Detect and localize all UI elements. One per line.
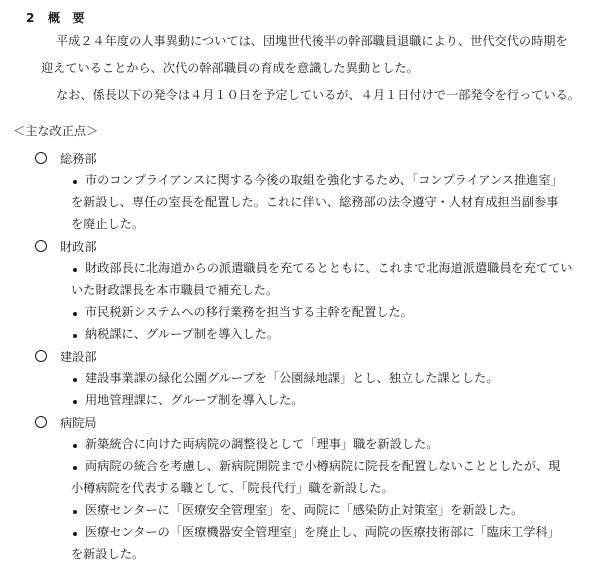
item-line: 新築統合に向けた両病院の調整役として「理事」職を新設した。	[85, 437, 439, 451]
points-heading: ＜主な改正点＞	[13, 124, 99, 138]
item-line: 市民税新システムへの移行業務を担当する主幹を配置した。	[85, 305, 413, 319]
section-title: 概 要	[48, 11, 85, 25]
item-line: を廃止した。	[71, 217, 145, 231]
item-line: 医療センターの「医療機器安全管理室」を廃止し、両院の医療技術部に「臨床工学科」	[85, 525, 560, 539]
circle-bullet-icon	[35, 350, 47, 362]
item-line: 納税課に、グループ制を導入した。	[85, 327, 280, 341]
department-heading-byouin	[35, 416, 97, 429]
department-name: 病院局	[60, 416, 97, 430]
item-line: を新設し、専任の室長を配置した。これに伴い、総務部の法令遵守・人材育成担当副参事	[71, 195, 559, 209]
bullet-dot-icon	[73, 312, 77, 316]
bullet-dot-icon	[73, 180, 77, 184]
item-line: 小樽病院を代表する職として、「院長代行」職を新設した。	[71, 481, 394, 495]
department-heading-zaisei	[35, 240, 97, 253]
bullet-dot-icon	[73, 334, 77, 338]
item-line: 財政部長に北海道からの派遣職員を充てるとともに、これまで北海道派遣職員を充ててい	[85, 261, 573, 275]
department-name: 財政部	[60, 240, 97, 254]
circle-bullet-icon	[35, 416, 47, 428]
section-number: 2	[26, 11, 35, 25]
department-name: 総務部	[60, 152, 97, 166]
department-name: 建設部	[60, 350, 97, 364]
bullet-dot-icon	[73, 444, 77, 448]
section-heading	[26, 12, 85, 24]
bullet-dot-icon	[73, 466, 77, 470]
department-heading-kensetsu	[35, 350, 97, 363]
item-line: いた財政課長を本市職員で補充した。	[71, 283, 279, 297]
item-line: 建設事業課の緑化公園グループを「公園緑地課」とし、独立した課とした。	[85, 371, 499, 385]
item-line: 用地管理課に、グループ制を導入した。	[85, 393, 304, 407]
bullet-dot-icon	[73, 268, 77, 272]
item-line: 両病院の統合を考慮し、新病院開院まで小樽病院に院長を配置しないこととしたが、現	[85, 459, 561, 473]
paragraph-2: なお、係長以下の発令は４月１０日を予定しているが、４月１日付けで一部発令を行っている。	[56, 88, 581, 102]
item-line: を新設した。	[71, 547, 145, 561]
bullet-dot-icon	[73, 510, 77, 514]
bullet-dot-icon	[73, 532, 77, 536]
bullet-dot-icon	[73, 378, 77, 382]
circle-bullet-icon	[35, 152, 47, 164]
paragraph-1-line-2: 迎えていることから、次代の幹部職員の育成を意識した異動とした。	[41, 61, 419, 75]
item-line: 医療センターに「医療安全管理室」を、両院に「感染防止対策室」を新設した。	[85, 503, 524, 517]
paragraph-1-line-1: 平成２４年度の人事異動については、団塊世代後半の幹部職員退職により、世代交代の時期を	[56, 34, 568, 48]
department-heading-soumu	[35, 152, 97, 165]
circle-bullet-icon	[35, 240, 47, 252]
bullet-dot-icon	[73, 400, 77, 404]
item-line: 市のコンプライアンスに関する今後の取組を強化するため、「コンプライアンス推進室」	[85, 173, 563, 187]
